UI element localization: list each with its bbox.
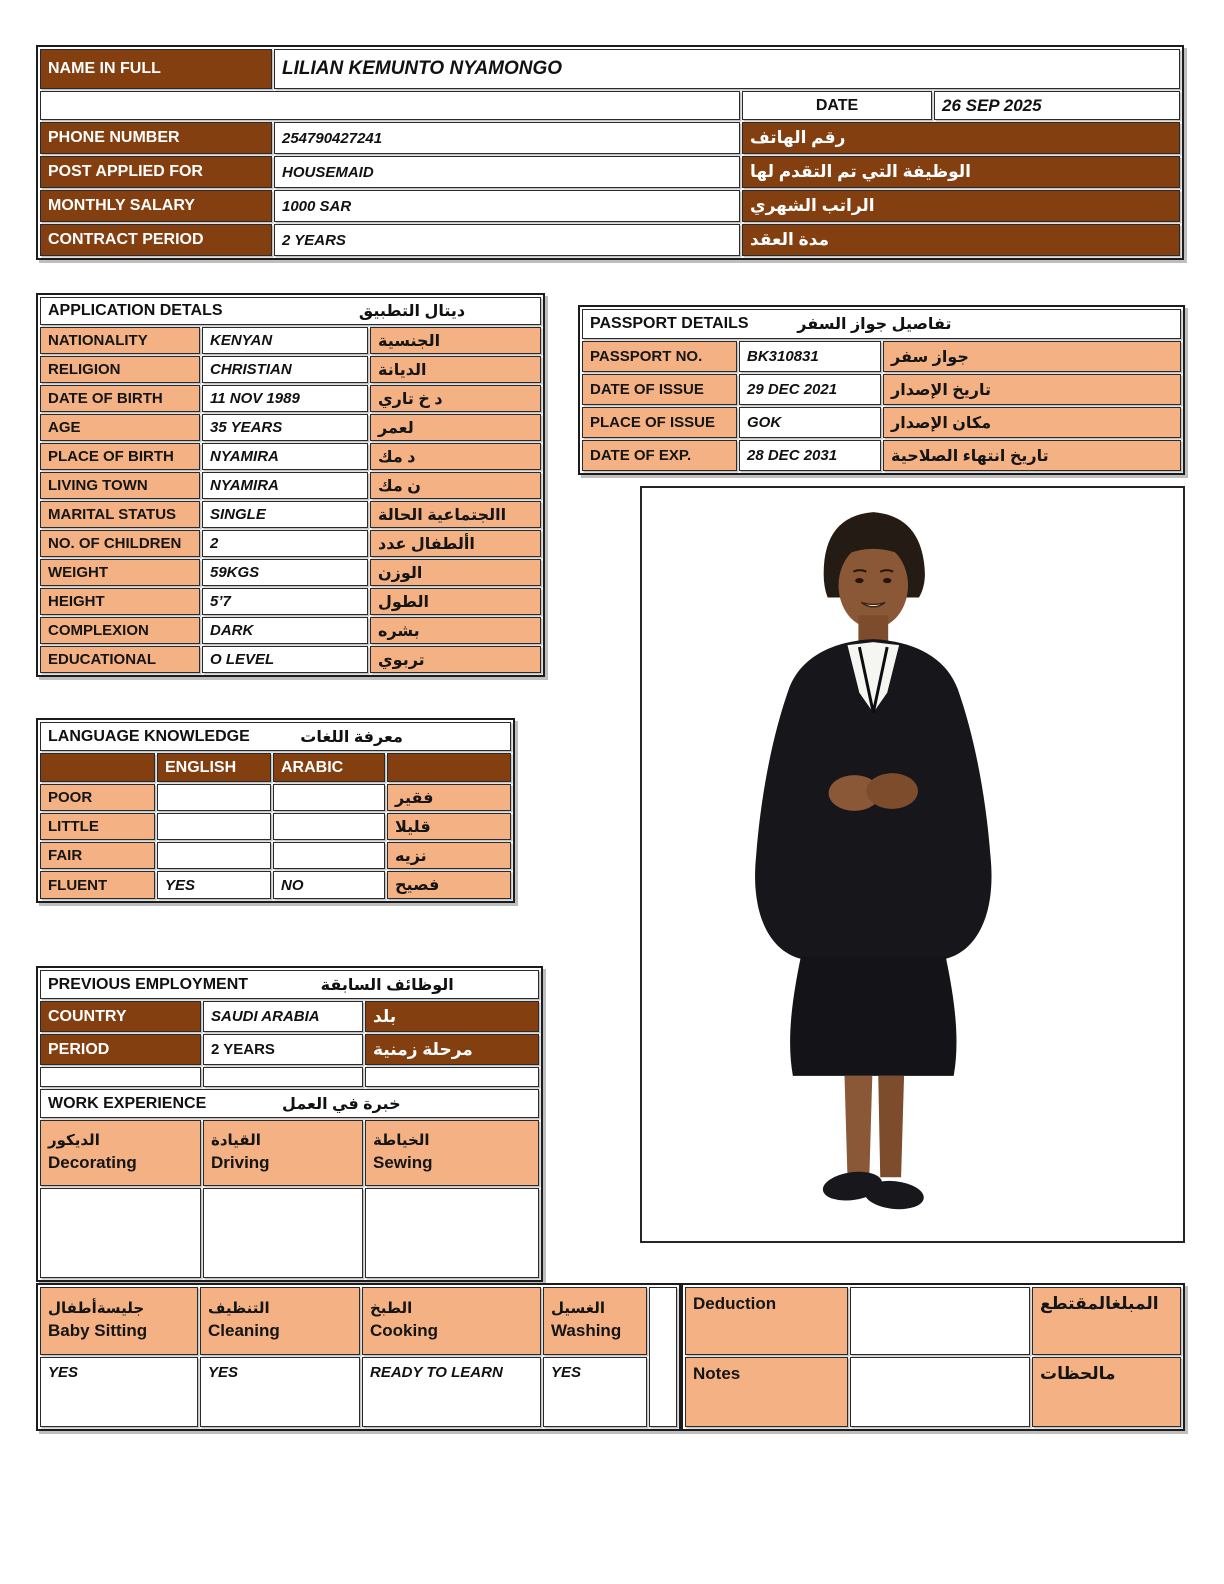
- work-skill-decorating: [40, 1120, 201, 1186]
- arabic-text: د خ تاري: [378, 390, 443, 408]
- row-label-poor: POOR: [40, 784, 155, 811]
- section-title-ar: الوظائف السابقة: [320, 976, 454, 994]
- name-value: LILIAN KEMUNTO NYAMONGO: [274, 49, 1180, 89]
- field-label-name-in-full: NAME IN FULL: [40, 49, 272, 89]
- arabic-value: NO: [273, 871, 385, 899]
- notes-label: Notes: [685, 1357, 848, 1427]
- field-arabic: [370, 617, 541, 644]
- skill-baby-sitting: [40, 1287, 198, 1355]
- arabic-text: الوزن: [378, 564, 423, 582]
- arabic-value: [273, 813, 385, 840]
- field-value: CHRISTIAN: [202, 356, 368, 383]
- arabic-text: فقير: [395, 789, 434, 807]
- date-value: 26 SEP 2025: [934, 91, 1180, 120]
- field-label-period: PERIOD: [40, 1034, 201, 1065]
- column-header-english: ENGLISH: [157, 753, 271, 782]
- passport-details-table: [578, 305, 1185, 475]
- notes-value-cell: [850, 1357, 1030, 1427]
- section-header-work-experience: [40, 1089, 539, 1118]
- skill-value-cooking: READY TO LEARN: [362, 1357, 541, 1427]
- arabic-text: رقم الهاتف: [750, 128, 846, 147]
- empty-cell: [40, 1067, 201, 1087]
- section-title-ar: معرفة اللغات: [300, 728, 403, 746]
- english-value: YES: [157, 871, 271, 899]
- section-header-previous-employment: [40, 970, 539, 999]
- field-label: LIVING TOWN: [40, 472, 200, 499]
- section-title-en: WORK EXPERIENCE: [48, 1094, 207, 1112]
- field-value: 29 DEC 2021: [739, 374, 881, 405]
- language-knowledge-table: [36, 718, 515, 903]
- field-label: DATE OF BIRTH: [40, 385, 200, 412]
- arabic-text: قليلا: [395, 818, 431, 836]
- skill-value-baby-sitting: YES: [40, 1357, 198, 1427]
- column-header-arabic: ARABIC: [273, 753, 385, 782]
- empty-cell: [40, 753, 155, 782]
- field-value: 28 DEC 2031: [739, 440, 881, 471]
- skill-label-en: Baby Sitting: [48, 1320, 148, 1340]
- row-arabic: [387, 842, 511, 869]
- empty-cell: [387, 753, 511, 782]
- field-label: MARITAL STATUS: [40, 501, 200, 528]
- applicant-photo: [640, 486, 1185, 1243]
- english-value: [157, 842, 271, 869]
- english-value: [157, 813, 271, 840]
- field-label: NO. OF CHILDREN: [40, 530, 200, 557]
- field-value: KENYAN: [202, 327, 368, 354]
- field-arabic: [883, 407, 1181, 438]
- row-arabic: [387, 784, 511, 811]
- field-arabic: [370, 588, 541, 615]
- field-label-country: COUNTRY: [40, 1001, 201, 1032]
- arabic-text: الغسيل: [551, 1300, 606, 1318]
- field-arabic: [883, 374, 1181, 405]
- field-value: NYAMIRA: [202, 443, 368, 470]
- monthly-salary-value: 1000 SAR: [274, 190, 740, 222]
- work-skill-sewing: [365, 1120, 539, 1186]
- skill-label-en: Washing: [551, 1320, 622, 1340]
- field-value: GOK: [739, 407, 881, 438]
- arabic-text: تربوي: [378, 651, 425, 669]
- work-skill-driving: [203, 1120, 363, 1186]
- empty-cell: [365, 1067, 539, 1087]
- phone-number-value: 254790427241: [274, 122, 740, 154]
- arabic-text: لعمر: [378, 419, 414, 437]
- arabic-text: مكان الإصدار: [891, 414, 992, 432]
- arabic-text: ن مك: [378, 477, 421, 495]
- skill-label-en: Driving: [211, 1152, 270, 1172]
- empty-cell: [365, 1188, 539, 1278]
- row-arabic: [387, 813, 511, 840]
- field-value: 59KGS: [202, 559, 368, 586]
- empty-cell: [40, 1188, 201, 1278]
- empty-cell: [203, 1188, 363, 1278]
- notes-arabic: [1032, 1357, 1181, 1427]
- section-title-ar: ديتال التطبيق: [358, 303, 466, 320]
- skill-cooking: [362, 1287, 541, 1355]
- application-details-table: [36, 293, 545, 677]
- skill-label-en: Cooking: [370, 1320, 438, 1340]
- field-label-phone-number: PHONE NUMBER: [40, 122, 272, 154]
- country-value: SAUDI ARABIA: [203, 1001, 363, 1032]
- field-value: 2: [202, 530, 368, 557]
- arabic-text: نزيه: [395, 847, 427, 865]
- field-arabic: [370, 385, 541, 412]
- skill-washing: [543, 1287, 647, 1355]
- arabic-text: بلد: [373, 1006, 397, 1026]
- arabic-value: [273, 784, 385, 811]
- skill-label-en: Decorating: [48, 1152, 137, 1172]
- skill-label-en: Cleaning: [208, 1320, 280, 1340]
- field-label: AGE: [40, 414, 200, 441]
- arabic-text: جليسةأطفال: [48, 1300, 145, 1318]
- field-label: PLACE OF BIRTH: [40, 443, 200, 470]
- row-label-fair: FAIR: [40, 842, 155, 869]
- field-arabic: [370, 530, 541, 557]
- field-value: 11 NOV 1989: [202, 385, 368, 412]
- arabic-text: التنظيف: [208, 1300, 270, 1318]
- previous-employment-table: [36, 966, 543, 1282]
- arabic-text: الديكور: [48, 1132, 100, 1150]
- phone-number-arabic: [742, 122, 1180, 154]
- deduction-arabic: [1032, 1287, 1181, 1355]
- field-arabic: [370, 414, 541, 441]
- section-header-application-details: [40, 297, 541, 325]
- arabic-text: الجنسية: [378, 332, 441, 350]
- deduction-notes-table: [681, 1283, 1185, 1431]
- field-label-post-applied: POST APPLIED FOR: [40, 156, 272, 188]
- arabic-text: فصيح: [395, 877, 440, 894]
- arabic-text: االجتماعية الحالة: [378, 506, 507, 524]
- date-label: DATE: [742, 91, 932, 120]
- field-value: SINGLE: [202, 501, 368, 528]
- arabic-text: الطبخ: [370, 1300, 413, 1318]
- post-applied-value: HOUSEMAID: [274, 156, 740, 188]
- section-title-en: LANGUAGE KNOWLEDGE: [48, 727, 250, 745]
- skill-label-en: Sewing: [373, 1152, 433, 1172]
- arabic-text: الطول: [378, 593, 429, 611]
- field-label: PLACE OF ISSUE: [582, 407, 737, 438]
- field-value: DARK: [202, 617, 368, 644]
- row-arabic: [387, 871, 511, 899]
- country-arabic: [365, 1001, 539, 1032]
- arabic-text: بشره: [378, 622, 420, 640]
- field-label: COMPLEXION: [40, 617, 200, 644]
- arabic-value: [273, 842, 385, 869]
- arabic-text: مرحلة زمنية: [373, 1039, 473, 1059]
- row-label-fluent: FLUENT: [40, 871, 155, 899]
- field-arabic: [370, 327, 541, 354]
- section-header-language-knowledge: [40, 722, 511, 751]
- field-value: O LEVEL: [202, 646, 368, 673]
- arabic-text: د مك: [378, 448, 416, 466]
- field-label-contract-period: CONTRACT PERIOD: [40, 224, 272, 256]
- field-label: RELIGION: [40, 356, 200, 383]
- skill-cleaning: [200, 1287, 360, 1355]
- arabic-text: األطفال عدد: [378, 535, 475, 553]
- arabic-text: الديانة: [378, 361, 427, 379]
- section-title-en: APPLICATION DETALS: [48, 302, 223, 319]
- english-value: [157, 784, 271, 811]
- field-label: EDUCATIONAL: [40, 646, 200, 673]
- section-header-passport-details: [582, 309, 1181, 339]
- deduction-label: Deduction: [685, 1287, 848, 1355]
- field-label: WEIGHT: [40, 559, 200, 586]
- period-value: 2 YEARS: [203, 1034, 363, 1065]
- arabic-text: تاريخ الإصدار: [891, 381, 992, 399]
- field-value: BK310831: [739, 341, 881, 372]
- arabic-text: القيادة: [211, 1132, 261, 1150]
- field-arabic: [883, 341, 1181, 372]
- deduction-value-cell: [850, 1287, 1030, 1355]
- period-arabic: [365, 1034, 539, 1065]
- arabic-text: الخياطة: [373, 1132, 430, 1150]
- contract-period-value: 2 YEARS: [274, 224, 740, 256]
- skill-value-washing: YES: [543, 1357, 647, 1427]
- field-arabic: [370, 646, 541, 673]
- empty-cell: [40, 91, 740, 120]
- section-title-ar: تفاصيل جواز السفر: [797, 316, 952, 333]
- arabic-text: الراتب الشهري: [750, 196, 875, 215]
- field-value: 5’7: [202, 588, 368, 615]
- arabic-text: جواز سفر: [891, 348, 969, 366]
- field-label: PASSPORT NO.: [582, 341, 737, 372]
- contract-period-arabic: [742, 224, 1180, 256]
- field-value: NYAMIRA: [202, 472, 368, 499]
- field-arabic: [370, 559, 541, 586]
- empty-cell: [203, 1067, 363, 1087]
- arabic-text: مالحظات: [1040, 1364, 1116, 1383]
- empty-cell: [649, 1287, 677, 1427]
- field-label: DATE OF ISSUE: [582, 374, 737, 405]
- field-arabic: [370, 443, 541, 470]
- field-label: HEIGHT: [40, 588, 200, 615]
- section-title-en: PASSPORT DETAILS: [590, 315, 749, 332]
- section-title-ar: خبرة في العمل: [282, 1095, 401, 1113]
- section-title-en: PREVIOUS EMPLOYMENT: [48, 975, 249, 993]
- skill-value-cleaning: YES: [200, 1357, 360, 1427]
- arabic-text: تاريخ انتهاء الصلاحية: [891, 447, 1049, 465]
- arabic-text: الوظيفة التي تم التقدم لها: [750, 162, 971, 181]
- field-arabic: [370, 501, 541, 528]
- row-label-little: LITTLE: [40, 813, 155, 840]
- post-applied-arabic: [742, 156, 1180, 188]
- arabic-text: المبلغالمقتطع: [1040, 1294, 1159, 1313]
- field-arabic: [370, 472, 541, 499]
- monthly-salary-arabic: [742, 190, 1180, 222]
- field-arabic: [883, 440, 1181, 471]
- arabic-text: مدة العقد: [750, 230, 829, 249]
- skills-table: [36, 1283, 681, 1431]
- field-arabic: [370, 356, 541, 383]
- field-label: DATE OF EXP.: [582, 440, 737, 471]
- field-value: 35 YEARS: [202, 414, 368, 441]
- applicant-photo-illustration: [642, 488, 1183, 1241]
- field-label-monthly-salary: MONTHLY SALARY: [40, 190, 272, 222]
- top-summary-table: [36, 45, 1184, 260]
- field-label: NATIONALITY: [40, 327, 200, 354]
